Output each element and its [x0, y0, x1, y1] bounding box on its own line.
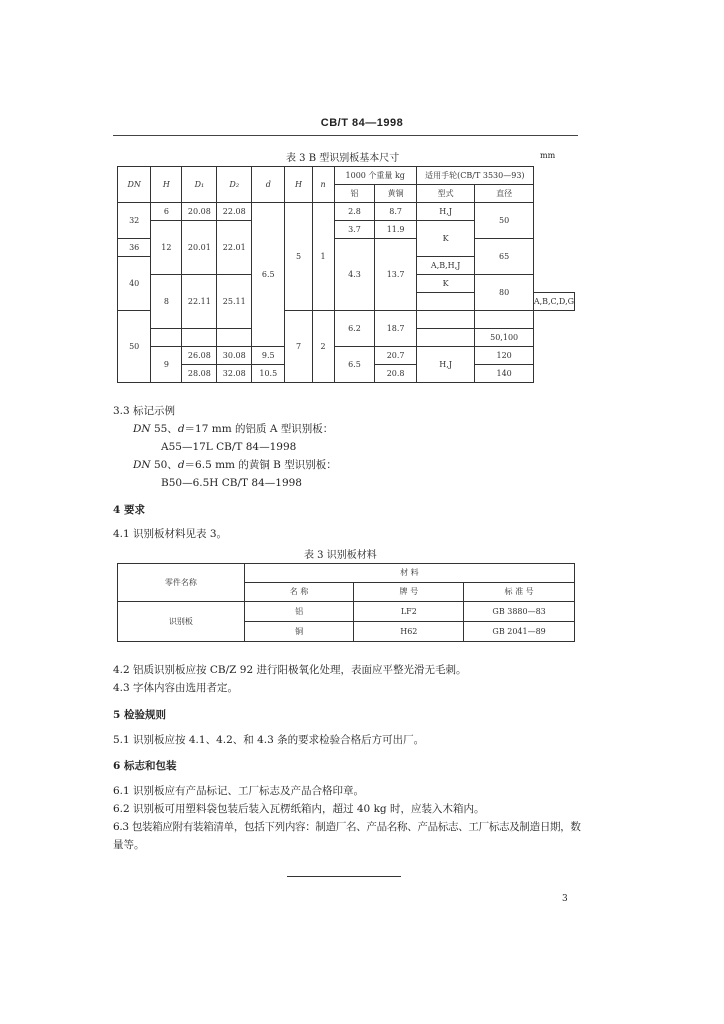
table-cell: 6.5	[334, 347, 375, 383]
dimension-table	[117, 166, 575, 383]
section-6-1: 6.1 识别板应有产品标记、工厂标志及产品合格印章。	[113, 785, 365, 797]
col-d1: D₁	[182, 167, 217, 203]
table-cell: 1	[312, 203, 334, 311]
table-cell	[475, 311, 533, 329]
col-al: 铝	[334, 185, 375, 203]
table-cell: 9.5	[252, 347, 285, 365]
table-cell: 6	[151, 203, 182, 221]
table-cell: 6.5	[252, 203, 285, 347]
col-d: d	[252, 167, 285, 203]
col-h2: H	[285, 167, 312, 203]
col-n: n	[312, 167, 334, 203]
table-cell: 140	[475, 365, 533, 383]
table3-caption: 表 3 B 型识别板基本尺寸	[286, 153, 400, 164]
section-4-heading: 4 要求	[113, 504, 145, 516]
end-rule	[287, 876, 401, 877]
table-cell: K	[416, 221, 475, 257]
section-6-heading: 6 标志和包装	[113, 760, 177, 772]
table-cell: 8	[151, 275, 182, 329]
marking-example-1: DN 55、d＝17 mm 的铝质 A 型识别板：	[133, 423, 334, 435]
table-cell: 4.3	[334, 239, 375, 311]
table-cell: 18.7	[375, 311, 417, 347]
section-3-3-title: 3.3 标记示例	[113, 405, 176, 417]
material-table	[117, 563, 575, 642]
table-cell: 5	[285, 203, 312, 311]
table-cell: 32	[118, 203, 151, 239]
table-cell: 10.5	[252, 365, 285, 383]
page-header: CB/T 84—1998	[320, 117, 404, 129]
table-cell: 11.9	[375, 221, 417, 239]
part-name-header: 零件名称	[118, 564, 245, 602]
section-4-3: 4.3 字体内容由选用者定。	[113, 682, 239, 694]
table-cell: 20.8	[375, 365, 417, 383]
marking-code-2: B50—6.5H CB/T 84—1998	[161, 477, 302, 489]
table-cell: 80	[475, 275, 533, 311]
marking-example-2: DN 50、d＝6.5 mm 的黄铜 B 型识别板：	[133, 459, 337, 471]
table-cell: H,J	[416, 203, 475, 221]
section-6-3-cont: 量等。	[113, 839, 145, 851]
table-cell: 22.01	[217, 221, 252, 275]
table-cell	[182, 329, 217, 347]
table-cell	[151, 329, 182, 347]
section-4-2: 4.2 铝质识别板应按 CB/Z 92 进行阳极氧化处理，表面应平整光滑无毛刺。	[113, 664, 467, 676]
table-cell: 120	[475, 347, 533, 365]
table-cell: 20.7	[375, 347, 417, 365]
table-cell: 26.08	[182, 347, 217, 365]
table-cell: 65	[475, 239, 533, 275]
table-cell: 2.8	[334, 203, 375, 221]
table-cell: H,J	[416, 347, 475, 383]
table-cell: 8.7	[375, 203, 417, 221]
table-cell: 40	[118, 257, 151, 311]
table-cell: 22.11	[182, 275, 217, 329]
page-number: 3	[562, 894, 568, 904]
table-cell: 32.08	[217, 365, 252, 383]
table-cell: 20.01	[182, 221, 217, 275]
col-h: H	[151, 167, 182, 203]
table-cell: GB 2041—89	[464, 622, 575, 642]
col-weight: 1000 个重量 kg	[334, 167, 416, 185]
col-type: 型式	[416, 185, 475, 203]
table-cell: 50	[475, 203, 533, 239]
table-cell: 铜	[244, 622, 354, 642]
col-cu: 黄铜	[375, 185, 417, 203]
col-d2: D₂	[217, 167, 252, 203]
col-dn: DN	[118, 167, 151, 203]
table-cell: 30.08	[217, 347, 252, 365]
table-cell: 3.7	[334, 221, 375, 239]
material-header: 材 料	[244, 564, 574, 583]
table-cell: 50,100	[475, 329, 533, 347]
table-cell: 36	[118, 239, 151, 257]
table-cell: 28.08	[182, 365, 217, 383]
part-cell: 识别板	[118, 602, 245, 642]
table-cell: 50	[118, 311, 151, 383]
col-wheel: 适用手轮(CB/T 3530—93)	[416, 167, 533, 185]
section-6-2: 6.2 识别板可用塑料袋包装后装入瓦楞纸箱内，超过 40 kg 时，应装入木箱内。	[113, 803, 485, 815]
header-rule	[113, 135, 578, 136]
table-cell: 2	[312, 311, 334, 383]
table-cell: 9	[151, 347, 182, 383]
marking-code-1: A55—17L CB/T 84—1998	[161, 441, 297, 453]
table-cell: 6.2	[334, 311, 375, 347]
table-cell: GB 3880—83	[464, 602, 575, 622]
table-cell: H62	[354, 622, 464, 642]
standard-header: 标 准 号	[464, 583, 575, 602]
table-cell: 7	[285, 311, 312, 383]
section-5-1: 5.1 识别板应按 4.1、4.2、和 4.3 条的要求检验合格后方可出厂。	[113, 734, 425, 746]
table-cell	[416, 293, 475, 311]
table-cell	[217, 329, 252, 347]
table-cell: 12	[151, 221, 182, 275]
table-cell: 22.08	[217, 203, 252, 221]
table-cell: 20.08	[182, 203, 217, 221]
section-6-3: 6.3 包装箱应附有装箱清单，包括下列内容：制造厂名、产品名称、产品标志、工厂标志及制造日期，数	[113, 821, 581, 833]
section-4-1: 4.1 识别板材料见表 3。	[113, 528, 228, 540]
table3-unit: mm	[540, 151, 556, 160]
table-cell: K	[416, 275, 475, 293]
name-header: 名 称	[244, 583, 354, 602]
grade-header: 牌 号	[354, 583, 464, 602]
table-cell	[416, 329, 475, 347]
table-cell	[416, 311, 475, 329]
material-table-caption: 表 3 识别板材料	[304, 550, 377, 561]
table-cell: LF2	[354, 602, 464, 622]
table-cell: A,B,C,D,G	[533, 293, 574, 311]
table-cell: A,B,H,J	[416, 257, 475, 275]
table-cell: 铝	[244, 602, 354, 622]
section-5-heading: 5 检验规则	[113, 709, 166, 721]
col-dia: 直径	[475, 185, 533, 203]
table-cell: 13.7	[375, 239, 417, 311]
table-cell: 25.11	[217, 275, 252, 329]
